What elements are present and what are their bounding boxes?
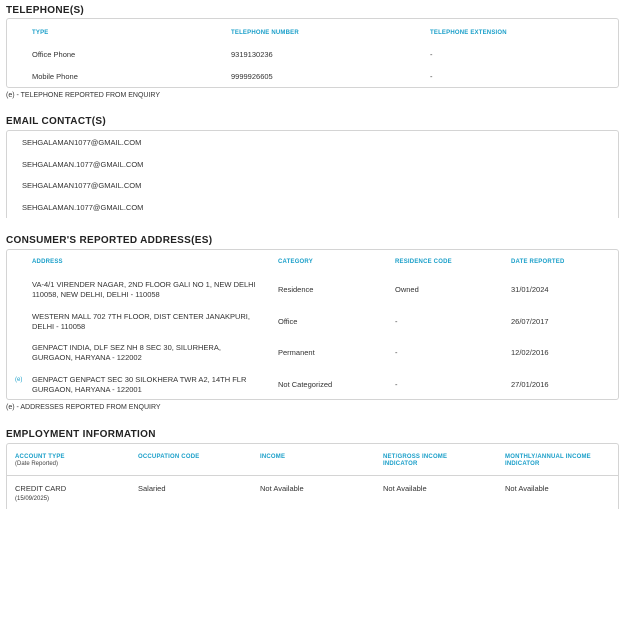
addr-row-1-date: 31/01/2024 xyxy=(511,285,549,294)
tel-row-2-extension: - xyxy=(430,72,433,81)
emp-row-occupation: Salaried xyxy=(138,484,166,493)
emp-header-monthly-annual-l2: INDICATOR xyxy=(505,461,540,467)
tel-row-1-type: Office Phone xyxy=(32,50,76,59)
addr-row-4-residence-code: - xyxy=(395,380,398,389)
addr-row-3-address xyxy=(32,343,272,363)
emp-header-net-gross xyxy=(383,454,447,468)
emp-header-monthly-annual-l1: MONTHLY/ANNUAL INCOME xyxy=(505,454,591,460)
email-item-3: SEHGALAMAN1077@GMAIL.COM xyxy=(22,181,142,190)
addr-row-3-date: 12/02/2016 xyxy=(511,348,549,357)
addr-row-3-line1: GENPACT INDIA, DLF SEZ NH 8 SEC 30, SILURHERA, xyxy=(32,343,221,352)
addr-header-category: CATEGORY xyxy=(278,259,313,265)
addr-row-4-line2: GURGAON, HARYANA - 122001 xyxy=(32,385,142,394)
addresses-table xyxy=(6,249,619,400)
tel-row-2-number: 9999926605 xyxy=(231,72,273,81)
addr-row-4-line1: GENPACT GENPACT SEC 30 SILOKHERA TWR A2, 14TH FLR xyxy=(32,375,247,384)
tel-row-2-type: Mobile Phone xyxy=(32,72,78,81)
employment-title: EMPLOYMENT INFORMATION xyxy=(6,429,156,440)
addr-row-4-address xyxy=(32,375,272,395)
email-item-4: SEHGALAMAN.1077@GMAIL.COM xyxy=(22,203,144,212)
emp-header-net-gross-l2: INDICATOR xyxy=(383,461,418,467)
addr-row-1-category: Residence xyxy=(278,285,314,294)
addr-row-2-address xyxy=(32,312,272,332)
emp-header-account-type xyxy=(15,454,65,468)
addresses-title: CONSUMER'S REPORTED ADDRESS(ES) xyxy=(6,235,213,246)
emp-header-account-type-label: ACCOUNT TYPE xyxy=(15,454,65,460)
emp-row-income: Not Available xyxy=(260,484,304,493)
addr-header-address: ADDRESS xyxy=(32,259,63,265)
addr-header-date-reported: DATE REPORTED xyxy=(511,259,565,265)
emp-header-occupation: OCCUPATION CODE xyxy=(138,454,200,460)
emp-row-account-type xyxy=(15,484,66,504)
addr-row-3-line2: GURGAON, HARYANA - 122002 xyxy=(32,353,142,362)
tel-row-1-extension: - xyxy=(430,50,433,59)
emails-list xyxy=(6,130,619,218)
addr-row-2-line1: WESTERN MALL 702 7TH FLOOR, DIST CENTER JANAKPURI, xyxy=(32,312,250,321)
addr-row-1-line2: 110058, NEW DELHI, DELHI - 110058 xyxy=(32,290,160,299)
emails-title: EMAIL CONTACT(S) xyxy=(6,116,106,127)
addr-row-4-category: Not Categorized xyxy=(278,380,333,389)
addresses-note: (e) - ADDRESSES REPORTED FROM ENQUIRY xyxy=(6,404,161,411)
tel-header-type: TYPE xyxy=(32,30,49,36)
emp-row-net-gross: Not Available xyxy=(383,484,427,493)
addr-row-2-date: 26/07/2017 xyxy=(511,317,549,326)
email-item-2: SEHGALAMAN.1077@GMAIL.COM xyxy=(22,160,144,169)
addr-row-1-line1: VA-4/1 VIRENDER NAGAR, 2ND FLOOR GALI NO 1, NEW DELHI xyxy=(32,280,256,289)
telephones-title: TELEPHONE(S) xyxy=(6,5,85,16)
employment-table xyxy=(6,443,619,509)
emp-row-date-reported: (15/09/2025) xyxy=(15,496,50,502)
addr-row-2-category: Office xyxy=(278,317,298,326)
addr-header-residence-code: RESIDENCE CODE xyxy=(395,259,452,265)
addr-row-1-address xyxy=(32,280,272,300)
addr-row-2-residence-code: - xyxy=(395,317,398,326)
telephones-note: (e) - TELEPHONE REPORTED FROM ENQUIRY xyxy=(6,92,161,99)
telephones-table xyxy=(6,18,619,88)
addr-row-4-date: 27/01/2016 xyxy=(511,380,549,389)
emp-row-monthly-annual: Not Available xyxy=(505,484,549,493)
addr-row-3-category: Permanent xyxy=(278,348,315,357)
emp-row-account-type-label: CREDIT CARD xyxy=(15,484,67,493)
addr-row-4-enquiry-flag: (e) xyxy=(15,377,23,383)
addr-row-2-line2: DELHI - 110058 xyxy=(32,322,86,331)
emp-header-income: INCOME xyxy=(260,454,286,460)
emp-header-divider xyxy=(7,475,618,476)
emp-header-net-gross-l1: NET/GROSS INCOME xyxy=(383,454,448,460)
addr-row-3-residence-code: - xyxy=(395,348,398,357)
tel-header-extension: TELEPHONE EXTENSION xyxy=(430,30,507,36)
tel-header-number: TELEPHONE NUMBER xyxy=(231,30,299,36)
emp-header-monthly-annual xyxy=(505,454,591,468)
email-item-1: SEHGALAMAN1077@GMAIL.COM xyxy=(22,138,142,147)
emp-header-date-reported: (Date Reported) xyxy=(15,461,59,467)
addr-row-1-residence-code: Owned xyxy=(395,285,419,294)
tel-row-1-number: 9319130236 xyxy=(231,50,273,59)
